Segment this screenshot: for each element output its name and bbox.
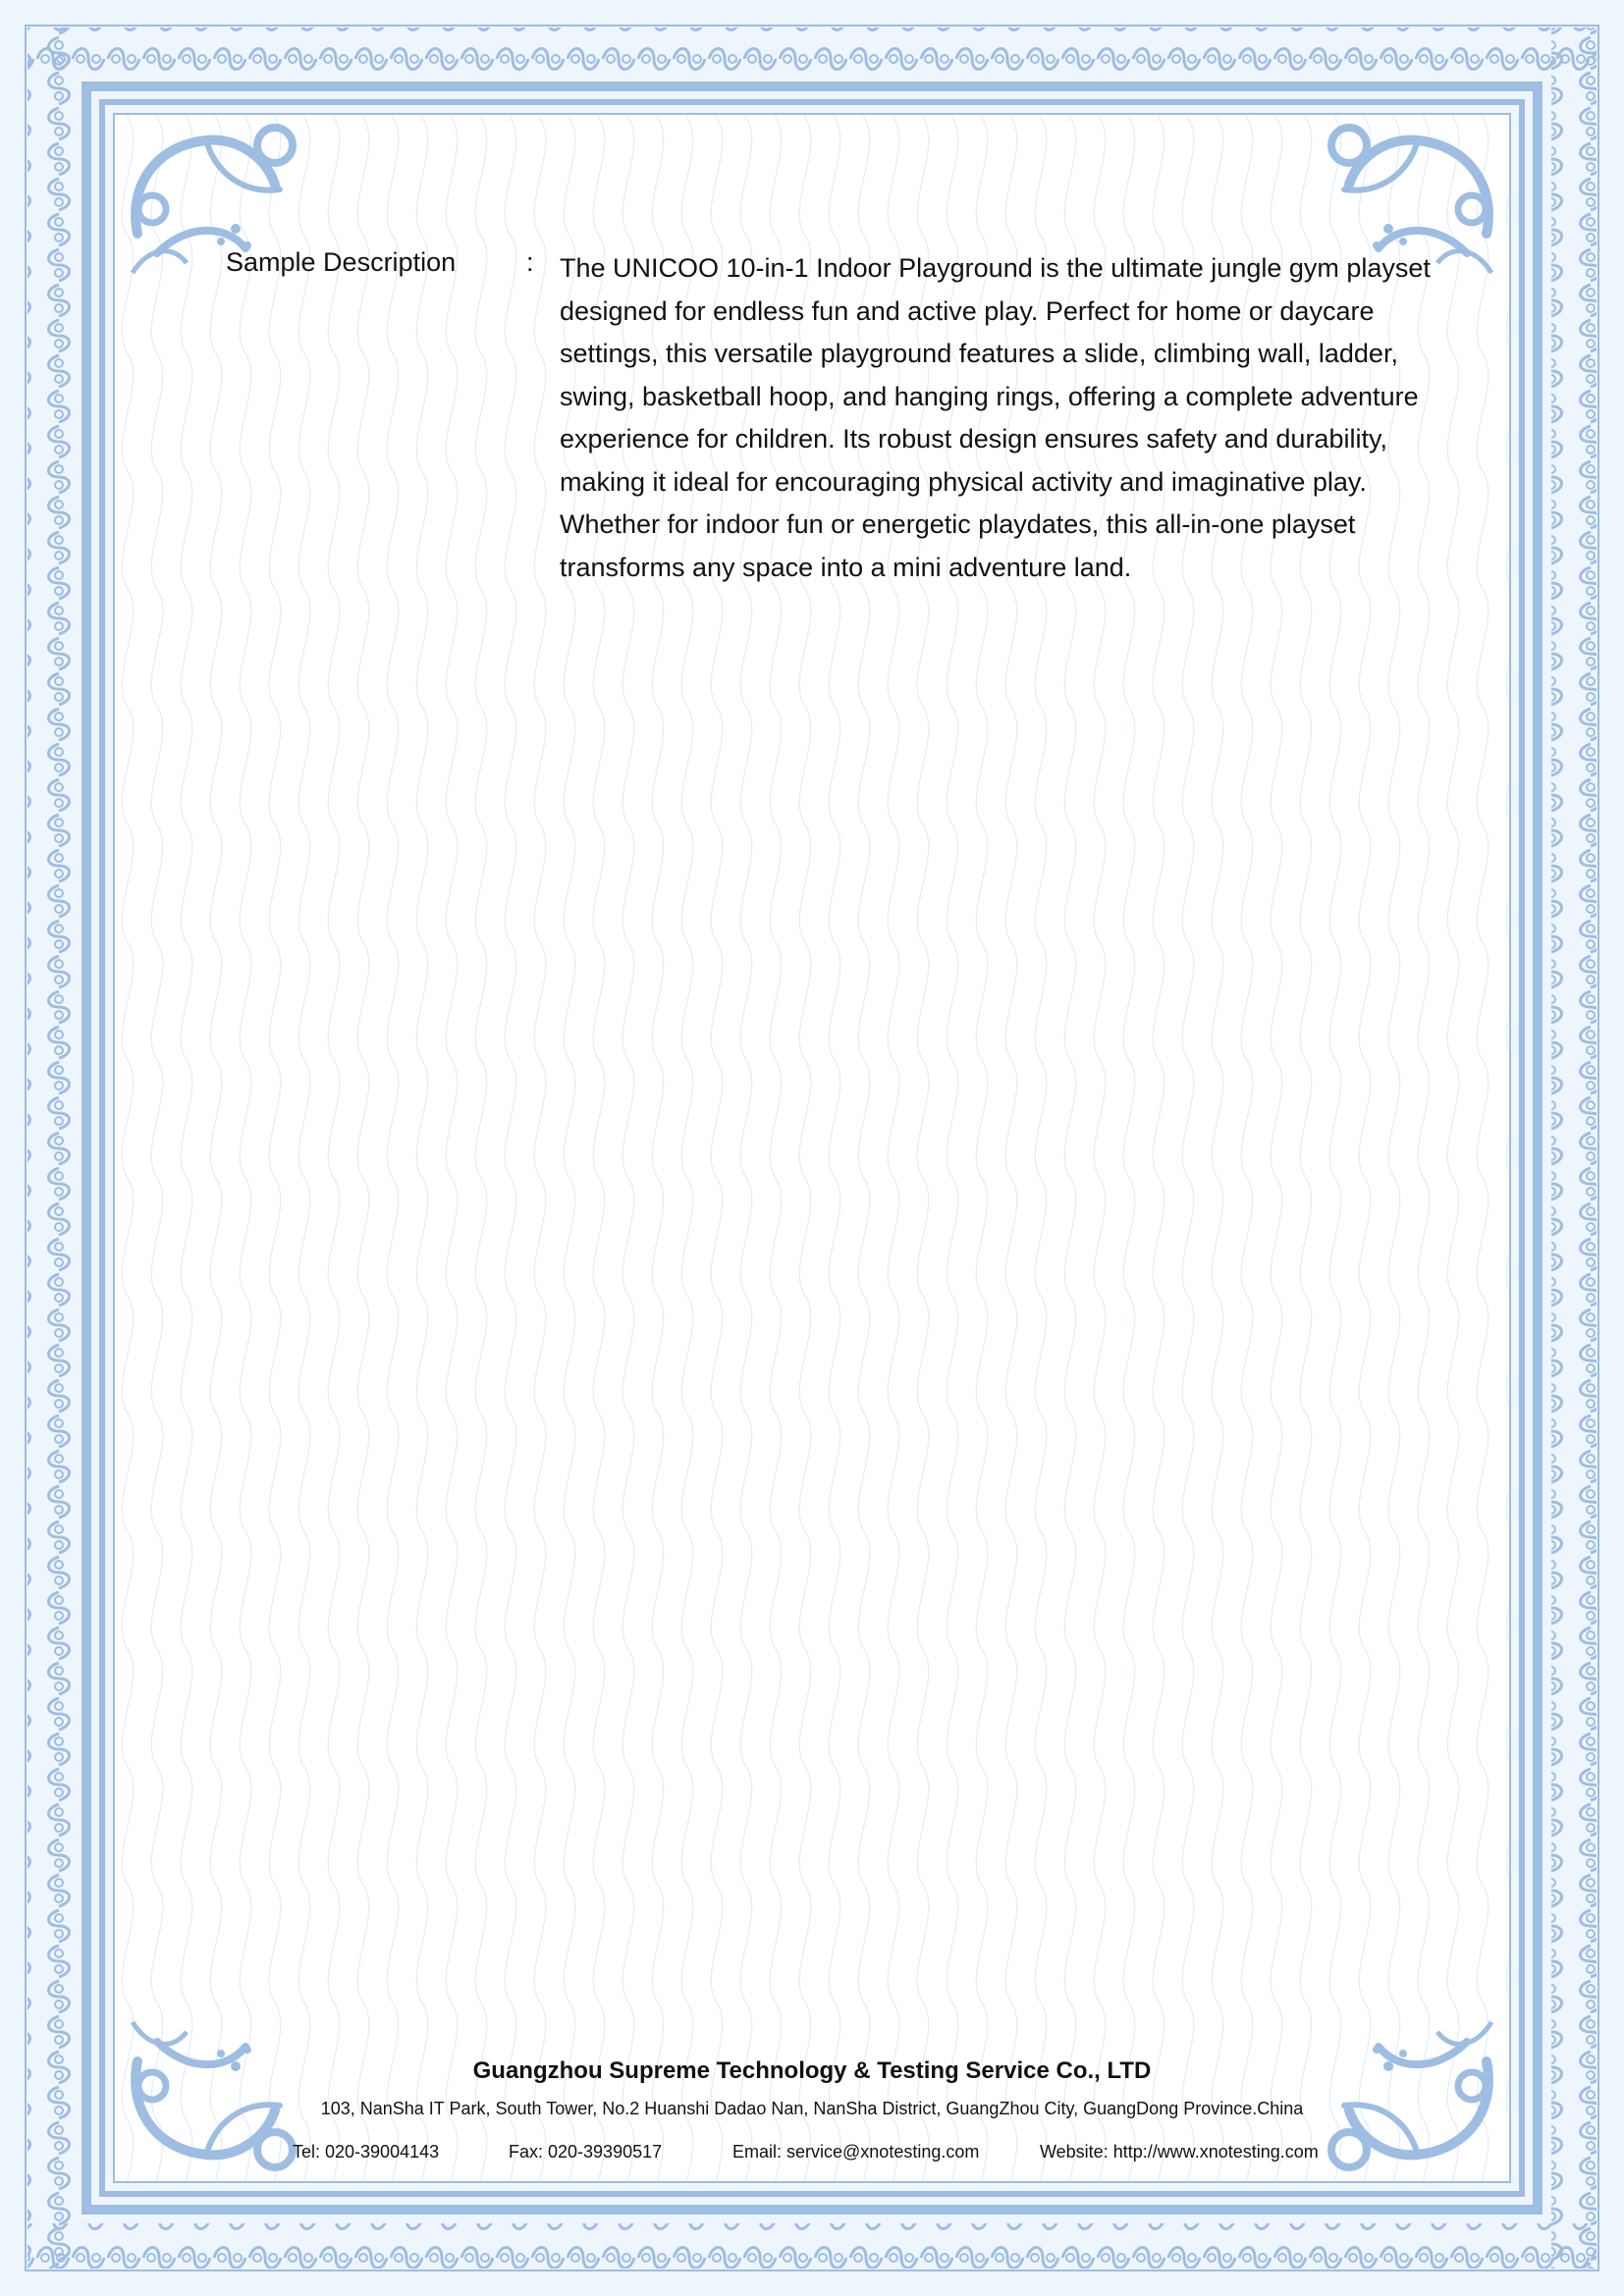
- telephone: Tel: 020-39004143: [293, 2142, 440, 2162]
- company-name: Guangzhou Supreme Technology & Testing Service Co., LTD: [472, 2057, 1152, 2084]
- footer: [0, 2057, 1624, 2162]
- company-address: 103, NanSha IT Park, South Tower, No.2 Huanshi Dadao Nan, NanSha District, GuangZhou City, GuangDong Province.China: [320, 2099, 1304, 2118]
- website: Website: http://www.xnotesting.com: [1040, 2142, 1319, 2162]
- label-separator: :: [526, 247, 534, 277]
- sample-description-text: The UNICOO 10-in-1 Indoor Playground is the ultimate jungle gym playset designed for endless fun and active play. Perfect for home or daycare settings, this versatile playground features a slide, climbing wall, ladder, swing, basketball hoop, and hanging rings, offering a complete adventure experience for children. Its robust design ensures safety and durability, making it ideal for encouraging physical activity and imaginative play. Whether for indoor fun or energetic playdates, this all-in-one playset transforms any space into a mini adventure land.: [560, 253, 1431, 582]
- contact-line: [0, 2142, 1624, 2171]
- fax: Fax: 020-39390517: [509, 2142, 663, 2162]
- email: Email: service@xnotesting.com: [732, 2142, 980, 2162]
- sample-description-label: Sample Description: [226, 247, 457, 277]
